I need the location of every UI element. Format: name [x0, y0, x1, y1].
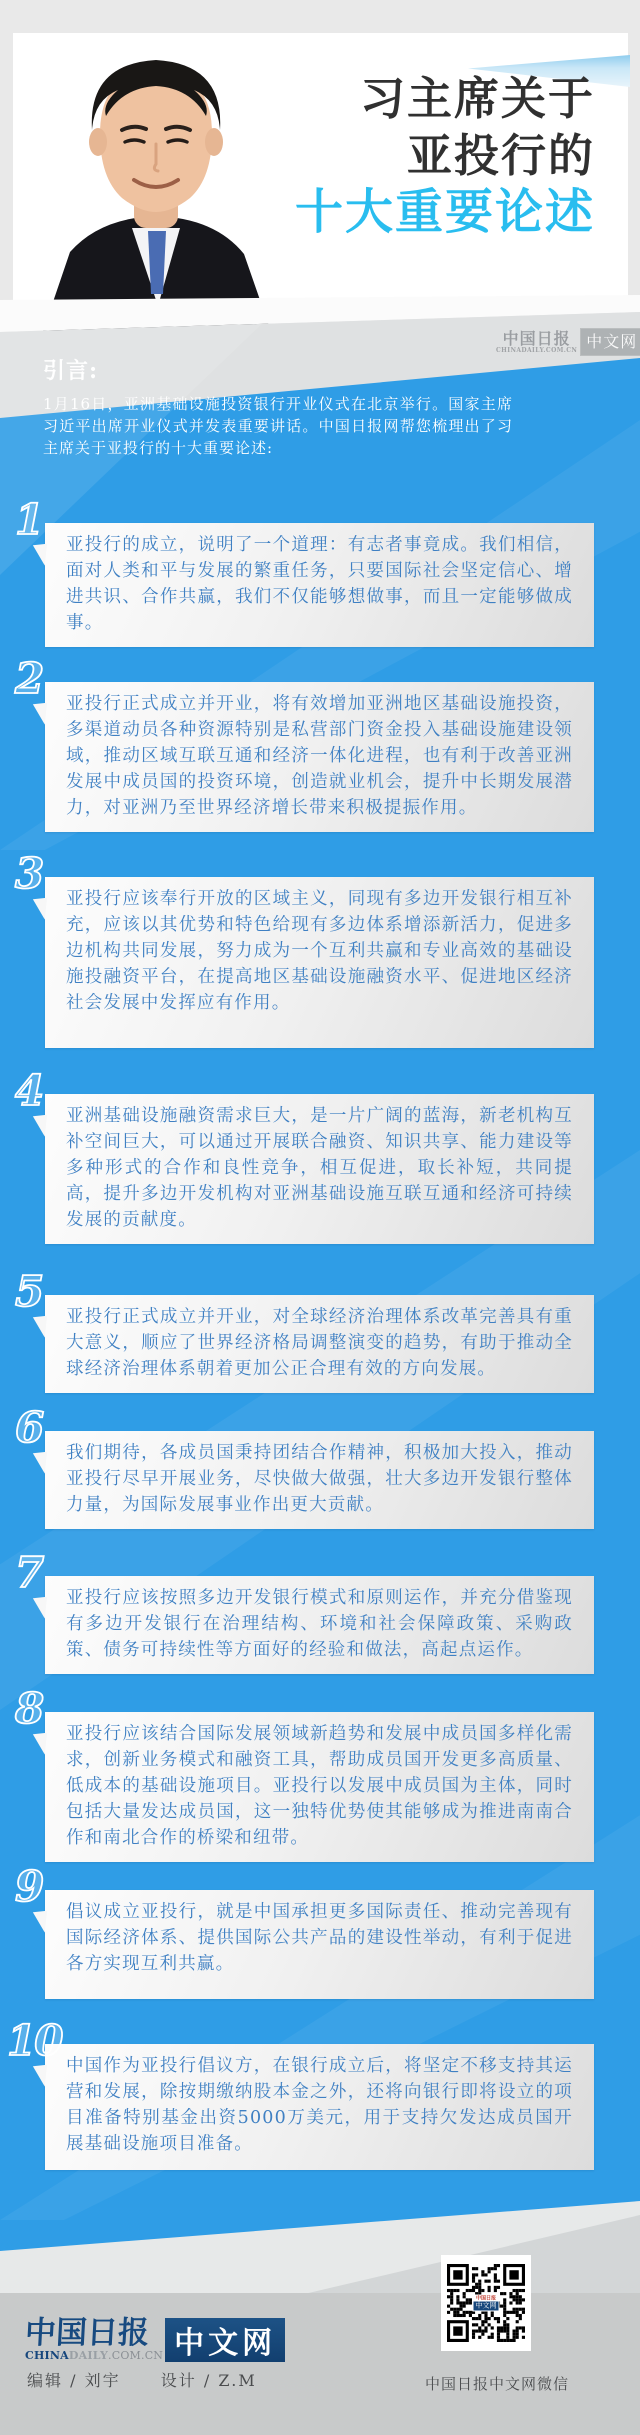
statement-item [15, 654, 594, 832]
footer-brand-text: 中国日报 [24, 2315, 150, 2351]
statement-number: 1 [15, 495, 43, 544]
statement-box [45, 523, 594, 647]
statement-item [15, 1066, 594, 1244]
credit-separator: / [203, 2371, 212, 2390]
intro-heading: 引言: [43, 358, 99, 384]
editor-label: 编辑 [27, 2371, 64, 2390]
statement-box [45, 1431, 594, 1529]
designer-name: Z.M [218, 2371, 257, 2390]
statement-box [45, 1094, 594, 1244]
statement-item [15, 849, 594, 1048]
statement-item [15, 495, 594, 647]
statement-number: 3 [15, 849, 43, 898]
watermark-brand-text: 中国日报 [502, 329, 571, 348]
statement-item [15, 1267, 594, 1393]
designer-label: 设计 [160, 2371, 197, 2390]
statement-box [45, 1576, 594, 1674]
watermark-logo [496, 328, 640, 356]
credit-separator: / [70, 2371, 78, 2390]
statement-text: 亚投行应该按照多边开发银行模式和原则运作，并充分借鉴现有多边开发银行在治理结构、环境和社会保障政策、采购政策、债务可持续性等方面好的经验和做法，高起点运作。 [66, 1588, 573, 1660]
watermark-suffix-badge: 中文网 [580, 328, 640, 356]
statement-item [7, 2016, 594, 2170]
footer-domain-strong: CHINA [25, 2349, 69, 2362]
statement-text: 亚投行正式成立并开业，将有效增加亚洲地区基础设施投资，多渠道动员各种资源特别是私营部门资金投入基础设施建设领域，推动区域互联互通和经济一体化进程，也有利于改善亚洲发展中成员国的投资环境，创造就业机会，提升中长期发展潜力，对亚洲乃至世界经济增长带来积极提振作用。 [66, 694, 573, 818]
statement-number: 6 [15, 1403, 43, 1452]
statement-number: 5 [15, 1267, 43, 1316]
statement-number: 2 [15, 654, 43, 703]
statement-text: 我们期待，各成员国秉持团结合作精神，积极加大投入，推动亚投行尽早开展业务，尽快做大做强，壮大多边开发银行整体力量，为国际发展事业作出更大贡献。 [66, 1443, 573, 1515]
statement-item [15, 1548, 594, 1674]
statement-item [15, 1862, 594, 1999]
statement-text: 亚投行正式成立并开业，对全球经济治理体系改革完善具有重大意义，顺应了世界经济格局调整演变的趋势，有助于推动全球经济治理体系朝着更加公正合理有效的方向发展。 [66, 1307, 573, 1379]
footer-brand-block [25, 2316, 163, 2362]
statement-item [15, 1684, 594, 1862]
statement-number: 8 [15, 1684, 43, 1733]
statement-number: 9 [15, 1862, 43, 1911]
qr-caption: 中国日报中文网微信 [424, 2375, 569, 2393]
editor-name: 刘宇 [84, 2371, 121, 2390]
footer-logo [25, 2316, 285, 2362]
statement-box [45, 1890, 594, 1999]
statement-number: 10 [7, 2016, 62, 2065]
footer-suffix-badge: 中文网 [165, 2318, 285, 2362]
statement-box [45, 877, 594, 1048]
footer-domain-rest: .COM.CN [108, 2349, 164, 2362]
intro-section [43, 358, 513, 459]
credits-line [27, 2368, 257, 2391]
statement-box [45, 682, 594, 832]
statement-number: 7 [15, 1548, 43, 1597]
statement-box [45, 2044, 594, 2170]
watermark-domain-text: CHINADAILY.COM.CN [496, 347, 578, 354]
statement-text: 倡议成立亚投行，就是中国承担更多国际责任、推动完善现有国际经济体系、提供国际公共产品的建设性举动，有利于促进各方实现互利共赢。 [66, 1902, 573, 1974]
qr-logo-brand: 中国日报 [475, 2295, 496, 2302]
statement-box [45, 1712, 594, 1862]
intro-text: 1月16日，亚洲基础设施投资银行开业仪式在北京举行。国家主席习近平出席开业仪式并发表重要讲话。中国日报网帮您梳理出了习主席关于亚投行的十大重要论述: [43, 395, 513, 457]
qr-center-logo [473, 2295, 500, 2312]
statement-item [15, 1403, 594, 1529]
statement-text: 亚洲基础设施融资需求巨大，是一片广阔的蓝海，新老机构互补空间巨大，可以通过开展联合融资、知识共享、能力建设等多种形式的合作和良性竞争，相互促进，取长补短，共同提高，提升多边开发机构对亚洲基础设施互联互通和经济可持续发展的贡献度。 [66, 1106, 573, 1230]
statement-box [45, 1295, 594, 1393]
title-line-3-accent: 十大重要论述 [294, 184, 595, 240]
watermark-brand-block [496, 330, 577, 354]
wechat-qr-code [441, 2255, 531, 2351]
statement-text: 亚投行应该奉行开放的区域主义，同现有多边开发银行相互补充，应该以其优势和特色给现有多边体系增添新活力，促进多边机构共同发展，努力成为一个互利共赢和专业高效的基础设施投融资平台，在提高地区基础设施融资水平、促进地区经济社会发展中发挥应有作用。 [66, 889, 573, 1013]
footer-domain-mid: DAILY [68, 2349, 108, 2362]
title-line-2: 亚投行的 [406, 129, 595, 182]
statement-text: 中国作为亚投行倡议方，在银行成立后，将坚定不移支持其运营和发展，除按期缴纳股本金之外，还将向银行即将设立的项目准备特别基金出资5000万美元，用于支持欠发达成员国开展基础设施项目准备。 [66, 2056, 573, 2154]
footer-domain-text [25, 2350, 163, 2362]
qr-logo-suffix: 中文网 [475, 2301, 497, 2310]
statement-text: 亚投行应该结合国际发展领域新趋势和发展中成员国多样化需求，创新业务模式和融资工具，帮助成员国开发更多高质量、低成本的基础设施项目。亚投行以发展中成员国为主体，同时包括大量发达成员国，这一独特优势使其能够成为推进南南合作和南北合作的桥梁和纽带。 [66, 1724, 573, 1848]
title-line-1: 习主席关于 [359, 72, 595, 125]
footer-transition-wedges [0, 2185, 640, 2295]
poster-title [250, 70, 595, 241]
statement-number: 4 [15, 1066, 43, 1115]
statement-text: 亚投行的成立，说明了一个道理：有志者事竟成。我们相信，面对人类和平与发展的繁重任务，只要国际社会坚定信心、增进共识、合作共赢，我们不仅能够想做事，而且一定能够做成事。 [66, 535, 573, 633]
